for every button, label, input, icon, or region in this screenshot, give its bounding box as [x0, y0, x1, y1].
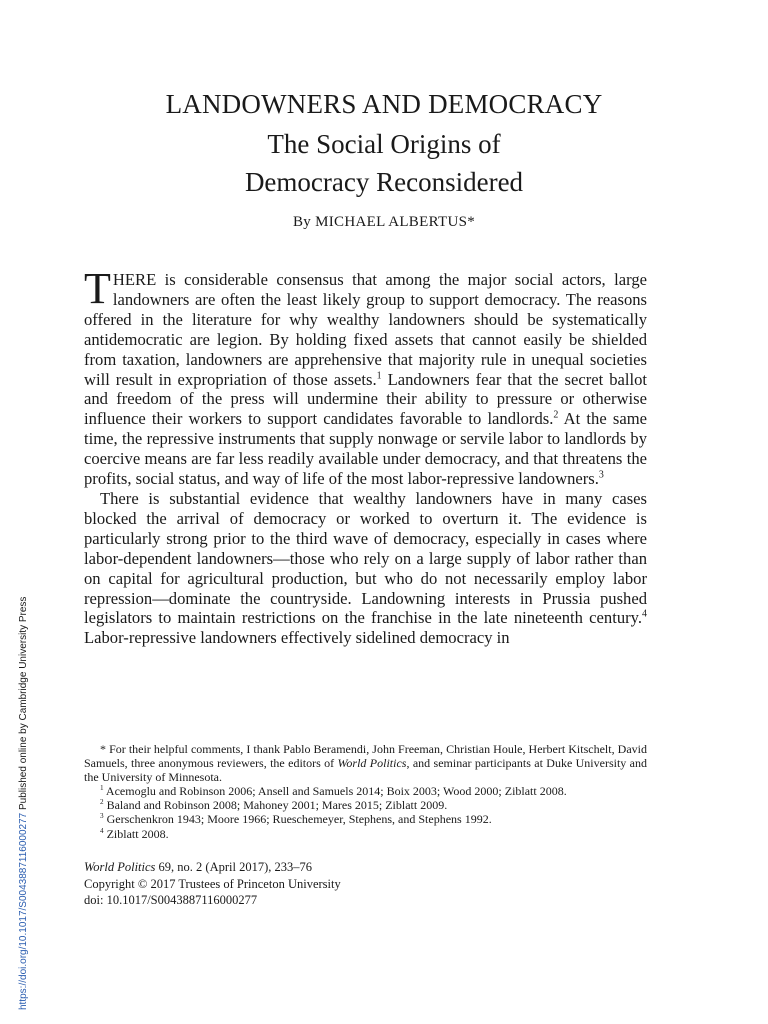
- footnote-1-mark: 1: [100, 784, 104, 793]
- paragraph-1-text-c: At the same time, the repressive instruments that supply nonwage or servile labor to landlords by coercive means are far less readily available under democracy, and that threatens the profits, social status, and way of life of the most labor-repressive landowners.: [84, 409, 647, 489]
- side-doi-link[interactable]: https://doi.org/10.1017/S0043887116000277: [18, 812, 29, 1010]
- footnote-2-mark: 2: [100, 798, 104, 807]
- journal-citation: [84, 859, 341, 876]
- paragraph-1-text-b: Landowners fear that the secret ballot and freedom of the press will undermine their ability to pressure or otherwise influence their workers to support candidates favorable to landlords.: [84, 369, 647, 429]
- paragraph-2: [84, 489, 647, 648]
- footnote-star-text-a: * For their helpful comments, I thank Pablo Beramendi, John Freeman, Christian Houle, Herbert Kitschelt, David Samuels, three anonymous reviewers, the editors of: [84, 742, 647, 771]
- publication-info: [84, 859, 341, 909]
- footnote-ref-4[interactable]: 4: [642, 608, 647, 620]
- footnote-ref-2[interactable]: 2: [553, 409, 559, 421]
- footnote-4-text: Ziblatt 2008.: [103, 826, 169, 841]
- side-doi-text: Published online by Cambridge University Press: [18, 596, 29, 813]
- footnote-ref-3[interactable]: 3: [598, 469, 604, 481]
- article-subtitle: [0, 125, 768, 201]
- footnote-journal-name: World Politics: [337, 756, 407, 771]
- footnote-star-text-b: , and seminar participants at Duke University and the University of Minnesota.: [84, 756, 647, 785]
- article-title: LANDOWNERS AND DEMOCRACY: [165, 89, 603, 119]
- side-doi-banner: [18, 597, 29, 1010]
- footnote-3: [84, 812, 647, 826]
- drop-cap: T: [84, 264, 111, 313]
- footnote-1-text: Acemoglu and Robinson 2006; Ansell and Samuels 2014; Boix 2003; Wood 2000; Ziblatt 2008.: [103, 784, 567, 799]
- footnote-3-text: Gerschenkron 1943; Moore 1966; Rueschemeyer, Stephens, and Stephens 1992.: [103, 812, 492, 827]
- subtitle-line-2: Democracy Reconsidered: [244, 167, 524, 197]
- paragraph-2-text-a: There is substantial evidence that wealthy landowners have in many cases blocked the arrival of democracy or worked to overturn it. The evidence is particularly strong prior to the third wave of democracy, especially in cases where labor-dependent landowners—those who rely on a large supply of labor rather than on capital for agricultural production, but who do not necessarily employ labor repression—dominate the countryside. Landowning interests in Prussia pushed legislators to maintain restrictions on the franchise in the late nineteenth century.: [84, 488, 647, 628]
- footnote-3-mark: 3: [100, 812, 104, 821]
- footnote-1: [84, 784, 647, 798]
- footnote-2: [84, 798, 647, 812]
- paragraph-2-text-b: Labor-repressive landowners effectively sidelined democracy in: [84, 628, 510, 648]
- paragraph-1: [84, 264, 647, 489]
- article-body: [84, 264, 647, 648]
- footnote-2-text: Baland and Robinson 2008; Mahoney 2001; Mares 2015; Ziblatt 2009.: [103, 798, 448, 813]
- footnote-4: [84, 827, 647, 841]
- paragraph-1-text-a: HERE is considerable consensus that among the major social actors, large landowners are often the least likely group to support democracy. The reasons offered in the literature for why wealthy landowners should be systematically antidemocratic are legion. By holding fixed assets that cannot easily be shielded from taxation, landowners are apprehensive that majority rule in unequal societies will result in expropriation of those assets.: [84, 270, 647, 389]
- subtitle-line-1: The Social Origins of: [267, 129, 501, 159]
- footnotes: [84, 742, 647, 841]
- doi-line: doi: 10.1017/S0043887116000277: [84, 893, 258, 908]
- footnote-star: [84, 742, 647, 784]
- copyright-line: Copyright © 2017 Trustees of Princeton University: [84, 876, 341, 891]
- footnote-4-mark: 4: [100, 826, 104, 835]
- author-byline: By MICHAEL ALBERTUS*: [292, 214, 476, 230]
- footnote-ref-1[interactable]: 1: [376, 370, 382, 381]
- journal-name: World Politics: [84, 860, 156, 874]
- citation-details: 69, no. 2 (April 2017), 233–76: [155, 860, 313, 874]
